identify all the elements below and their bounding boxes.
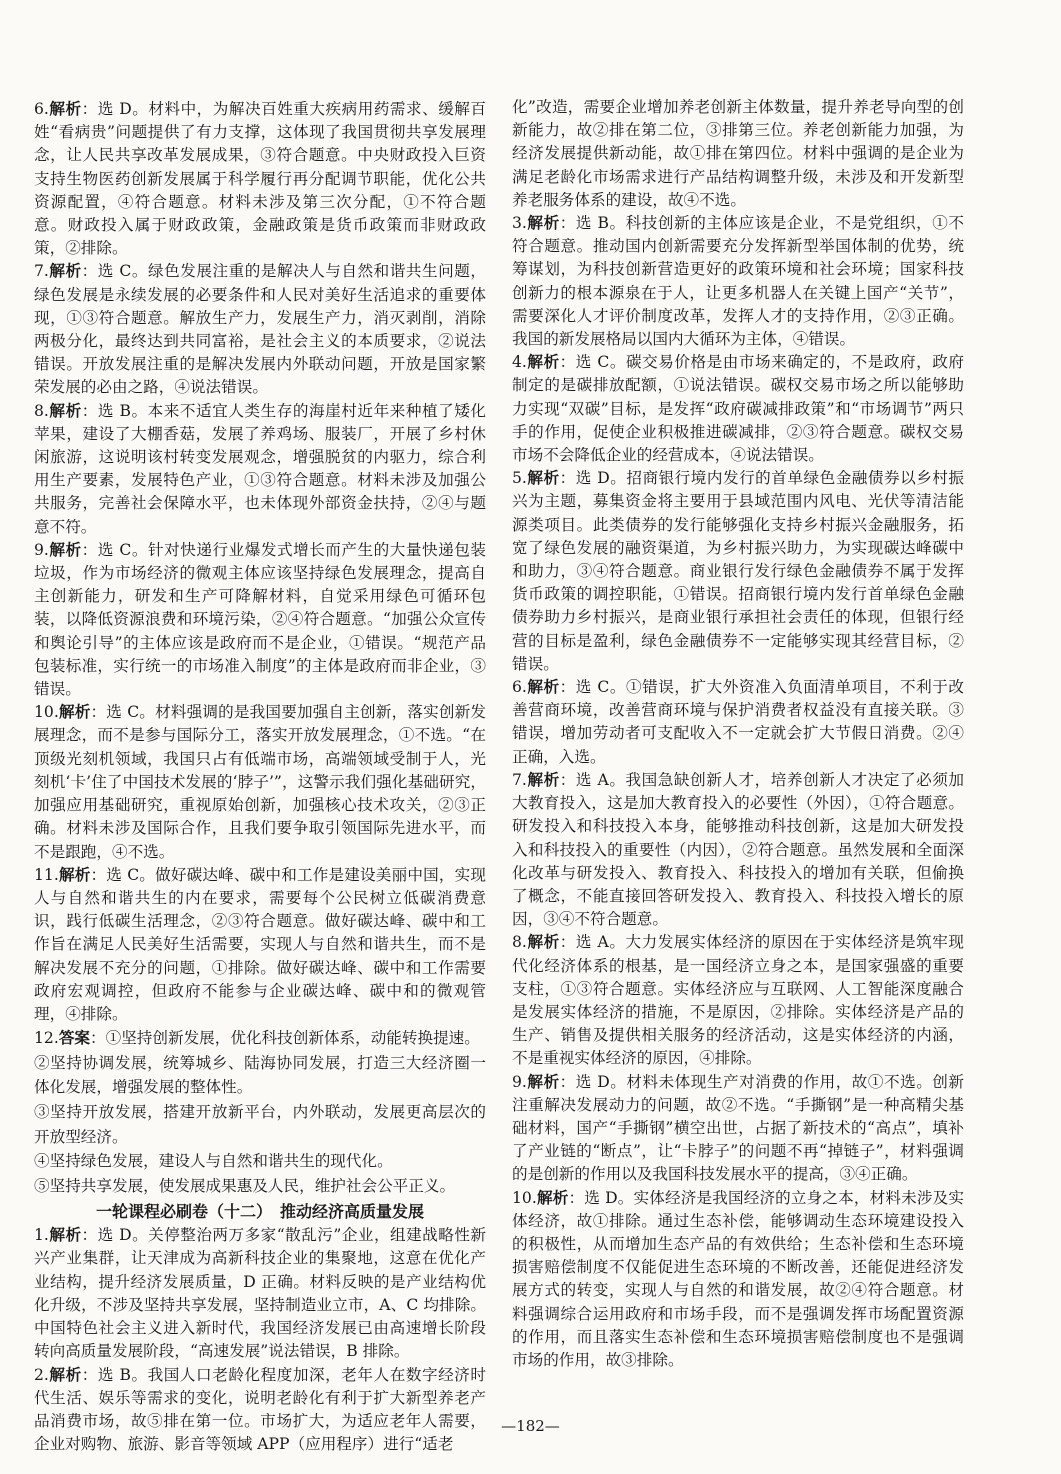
answer-item-4: [512, 351, 964, 467]
item-number: 7.: [34, 262, 49, 281]
left-column: [34, 98, 486, 1456]
answer-12-line: ⑤坚持共享发展，使发展成果惠及人民，维护社会公平正义。: [34, 1176, 456, 1195]
item-number: 6.: [34, 100, 49, 118]
item-text: ：选 D。关停整治两万多家“散乱污”企业，组建战略性新兴产业集群，让天津成为高新科技企业的集聚地，这意在优化产业结构，提升经济发展质量，D 正确。材料反映的是产业结构优化升级，不涉及坚持共享发展，坚持制造业立市，A、C 均排除。中国特色社会主义进入新时代，我国经济发展已由高速增长阶段转向高质量发展阶段，“高速发展”说法错误，B 排除。: [34, 1226, 486, 1361]
answer-item-10: [512, 1187, 964, 1373]
item-number: 9.: [512, 1072, 527, 1091]
answer-12-line: ③坚持开放发展，搭建开放新平台，内外联动，发展更高层次的开放型经济。: [34, 1102, 486, 1146]
item-label: 解析: [526, 1072, 560, 1091]
item-number: 10.: [512, 1188, 537, 1207]
item-number: 12.: [34, 1029, 59, 1048]
item-number: 1.: [34, 1226, 49, 1245]
item-text: ：选 B。本来不适宜人类生存的海崖村近年来种植了矮化苹果，建设了大棚香菇，发展了养鸡场、服装厂，开展了乡村休闲旅游，这说明该村转变发展观念，增强脱贫的内驱力，综合利用生产要素，发展特色产业，①③符合题意。材料未涉及加强公共服务，完善社会保障水平，也未体现外部资金扶持，②④与题意不符。: [34, 401, 486, 536]
item-label: 解析: [48, 100, 82, 118]
answer-item-7: [34, 260, 486, 399]
page-number: —182—: [501, 1417, 560, 1435]
item-number: 8.: [512, 933, 527, 952]
item-label: 解析: [58, 865, 91, 884]
answer-item-6: [34, 98, 486, 260]
item-text: ：选 C。材料强调的是我国要加强自主创新，落实创新发展理念，而不是参与国际分工，落实开放发展理念，①不选。“在顶级光刻机领域，我国只占有低端市场，高端领域受制于人，光刻机‘卡’住了中国技术发展的‘脖子’”，这警示我们强化基础研究，加强应用基础研究，重视原始创新，加强核心技术攻关，②③正确。材料未涉及国际合作，且我们要争取引领国际先进水平，而不是跟跑，④不选。: [34, 703, 486, 861]
item-text: ：选 C。碳交易价格是由市场来确定的，不是政府，政府制定的是碳排放配额，①说法错误。碳权交易市场之所以能够助力实现“双碳”目标，是发挥“政府碳减排政策”和“市场调节”两只手的作用，促使企业积极推进碳减排，②③符合题意。碳权交易市场不会降低企业的经营成本，④说法错误。: [512, 353, 964, 465]
item-text: ：选 C。①错误，扩大外资准入负面清单项目，不利于改善营商环境，改善营商环境与保护消费者权益没有直接关联。③错误，增加劳动者可支配收入不一定就会扩大节假日消费。②④正确，入选。: [512, 678, 964, 766]
item-label: 解析: [526, 469, 560, 488]
item-number: 10.: [34, 703, 59, 722]
item-number: 3.: [512, 214, 527, 233]
answer-item-7: [512, 769, 964, 931]
item-label: 解析: [526, 933, 560, 952]
answer-item-3: [512, 212, 964, 351]
item-text: ：选 C。做好碳达峰、碳中和工作是建设美丽中国，实现人与自然和谐共生的内在要求，需要每个公民树立低碳消费意识，践行低碳生活理念，②③符合题意。做好碳达峰、碳中和工作旨在满足人民美好生活需要，实现人与自然和谐共生，而不是解决发展不充分的问题，①排除。做好碳达峰、碳中和工作需要政府宏观调控，但政府不能参与企业碳达峰、碳中和的微观管理，④排除。: [34, 865, 486, 1023]
item-label: 解析: [48, 262, 82, 281]
item-number: 6.: [512, 678, 527, 697]
answer-12-line: ④坚持绿色发展，建设人与自然和谐共生的现代化。: [34, 1152, 393, 1171]
item-label: 解析: [48, 540, 82, 559]
item-number: 4.: [512, 353, 527, 372]
answer-item-12: [34, 1026, 486, 1198]
item-text: ：选 C。绿色发展注重的是解决人与自然和谐共生问题，绿色发展是永续发展的必要条件和人民对美好生活追求的重要体现，①③符合题意。解放生产力，发展生产力，消灭剥削，消除两极分化，最终达到共同富裕，是社会主义的本质要求，②说法错误。开放发展注重的是解决发展内外联动问题，开放是国家繁荣发展的必由之路，④说法错误。: [34, 262, 486, 397]
right-column: [512, 96, 964, 1372]
answer-12-point: ：①坚持创新发展，优化科技创新体系，动能转换提速。: [90, 1029, 480, 1048]
answer-item-9: [512, 1071, 964, 1187]
item-label: 解析: [48, 1226, 82, 1245]
item-text: ：选 A。大力发展实体经济的原因在于实体经济是筑牢现代化经济体系的根基，是一国经济立身之本，是国家强盛的重要支柱，①③符合题意。实体经济应与互联网、人工智能深度融合是发展实体经济的措施，不是原因，②排除。实体经济是产品的生产、销售及提供相关服务的经济活动，这是实体经济的内涵，不是重视实体经济的原因，④排除。: [512, 933, 964, 1068]
item-number: 2.: [34, 1365, 49, 1384]
item-text: ：选 A。我国急缺创新人才，培养创新人才决定了必须加大教育投入，这是加大教育投入的必要性（外因），①符合题意。研发投入和科技投入本身，能够推动科技创新，这是加大研发投入和科技投入的重要性（内因），②符合题意。虽然发展和全面深化改革与研发投入、教育投入、科技投入的增加有关联，但偷换了概念，不能直接回答研发投入、教育投入、科技投入增长的原因，③④不符合题意。: [512, 770, 964, 929]
answer-12-line: ②坚持协调发展，统筹城乡、陆海协同发展，打造三大经济圈一体化发展，增强发展的整体性。: [34, 1053, 486, 1097]
item-label: 答案: [58, 1029, 91, 1048]
item-text: ：选 B。科技创新的主体应该是企业，不是党组织，①不符合题意。推动国内创新需要充分发挥新型举国体制的优势，统筹谋划，为科技创新营造更好的政策环境和社会环境；国家科技创新力的根本源泉在于人，让更多机器人在关键上国产“关节”，需要深化人才评价制度改革，发挥人才的支持作用，②③正确。我国的新发展格局以国内大循环为主体，④错误。: [512, 214, 964, 349]
item-number: 9.: [34, 540, 49, 559]
item-label: 解析: [526, 678, 560, 697]
item-number: 5.: [512, 469, 527, 488]
answer-item-10: [34, 701, 486, 863]
item-label: 解析: [526, 353, 560, 372]
item-label: 解析: [48, 1365, 82, 1384]
item-number: 7.: [512, 770, 527, 789]
item-label: 解析: [526, 214, 560, 233]
answer-item-11: [34, 864, 486, 1026]
item-text: ：选 D。招商银行境内发行的首单绿色金融债券以乡村振兴为主题，募集资金将主要用于县域范围内风电、光伏等清洁能源类项目。此类债券的发行能够强化支持乡村振兴金融服务，拓宽了绿色发展的融资渠道，为乡村振兴助力，为实现碳达峰碳中和助力，③④符合题意。商业银行发行绿色金融债券不属于发挥货币政策的调控职能，①错误。招商银行境内发行首单绿色金融债券助力乡村振兴，是商业银行承担社会责任的体现，但银行经营的目标是盈利，绿色金融债券不一定能够实现其经营目标，②错误。: [512, 469, 964, 673]
answer-item-2: [34, 1364, 486, 1457]
item-label: 解析: [58, 703, 91, 722]
item-text: ：选 D。材料未体现生产对消费的作用，故①不选。创新注重解决发展动力的问题，故②不选。“手撕钢”是一种高精尖基础材料，国产“手撕钢”横空出世，占据了新技术的“高点”，填补了产业链的“断点”，让“卡脖子”的问题不再“掉链子”，材料强调的是创新的作用以及我国科技发展水平的提高，③④正确。: [512, 1072, 964, 1184]
answer-item-2-continued: 化”改造，需要企业增加养老创新主体数量，提升养老导向型的创新能力，故②排在第二位，③排第三位。养老创新能力加强，为经济发展提供新动能，故①排在第四位。材料中强调的是企业为满足老龄化市场需求进行产品结构调整升级，未涉及和开发新型养老服务体系的建设，故④不选。: [512, 98, 964, 209]
item-number: 11.: [34, 865, 59, 884]
answer-item-9: [34, 539, 486, 701]
item-label: 解析: [48, 401, 82, 420]
answer-12-line: [34, 1026, 486, 1051]
answer-item-8: [512, 931, 964, 1070]
item-text: ：选 B。我国人口老龄化程度加深，老年人在数字经济时代生活、娱乐等需求的变化，说明老龄化有利于扩大新型养老产品消费市场，故⑤排在第一位。市场扩大，为适应老年人需要，企业对购物、旅游、影音等领域 APP（应用程序）进行“适老: [34, 1365, 486, 1454]
answer-item-5: [512, 467, 964, 676]
item-text: ：选 D。实体经济是我国经济的立身之本，材料未涉及实体经济，故①排除。通过生态补偿，能够调动生态环境建设投入的积极性，从而增加生态产品的有效供给；生态补偿和生态环境损害赔偿制度不仅能促进生态环境的不断改善，还能促进经济发展方式的转变，实现人与自然的和谐发展，故②④符合题意。材料强调综合运用政府和市场手段，而不是强调发挥市场配置资源的作用，而且落实生态补偿和生态环境损害赔偿制度也不是强调市场的作用，故③排除。: [512, 1188, 964, 1369]
item-text: ：选 D。材料中，为解决百姓重大疾病用药需求、缓解百姓“看病贵”问题提供了有力支撑，这体现了我国贯彻共享发展理念，让人民共享改革发展成果，③符合题意。中央财政投入巨资支持生物医药创新发展属于科学履行再分配调节职能，优化公共资源配置，④符合题意。材料未涉及第三次分配，①不符合题意。财政投入属于财政政策，金融政策是货币政策而非财政政策，②排除。: [34, 100, 486, 258]
item-label: 解析: [536, 1188, 569, 1207]
answer-item-6: [512, 676, 964, 769]
section-title: 一轮课程必刷卷（十二） 推动经济高质量发展: [95, 1202, 424, 1222]
item-text: ：选 C。针对快递行业爆发式增长而产生的大量快递包装垃圾，作为市场经济的微观主体应该坚持绿色发展理念，提高自主创新能力，研发和生产可降解材料，自觉采用绿色可循环包装，以降低资源浪费和环境污染，②④符合题意。“加强公众宣传和舆论引导”的主体应该是政府而不是企业，①错误。“规范产品包装标准，实行统一的市场准入制度”的主体是政府而非企业，③错误。: [34, 540, 486, 699]
item-label: 解析: [526, 770, 560, 789]
answer-item-1: [34, 1224, 486, 1363]
answer-item-8: [34, 400, 486, 539]
item-number: 8.: [34, 401, 49, 420]
